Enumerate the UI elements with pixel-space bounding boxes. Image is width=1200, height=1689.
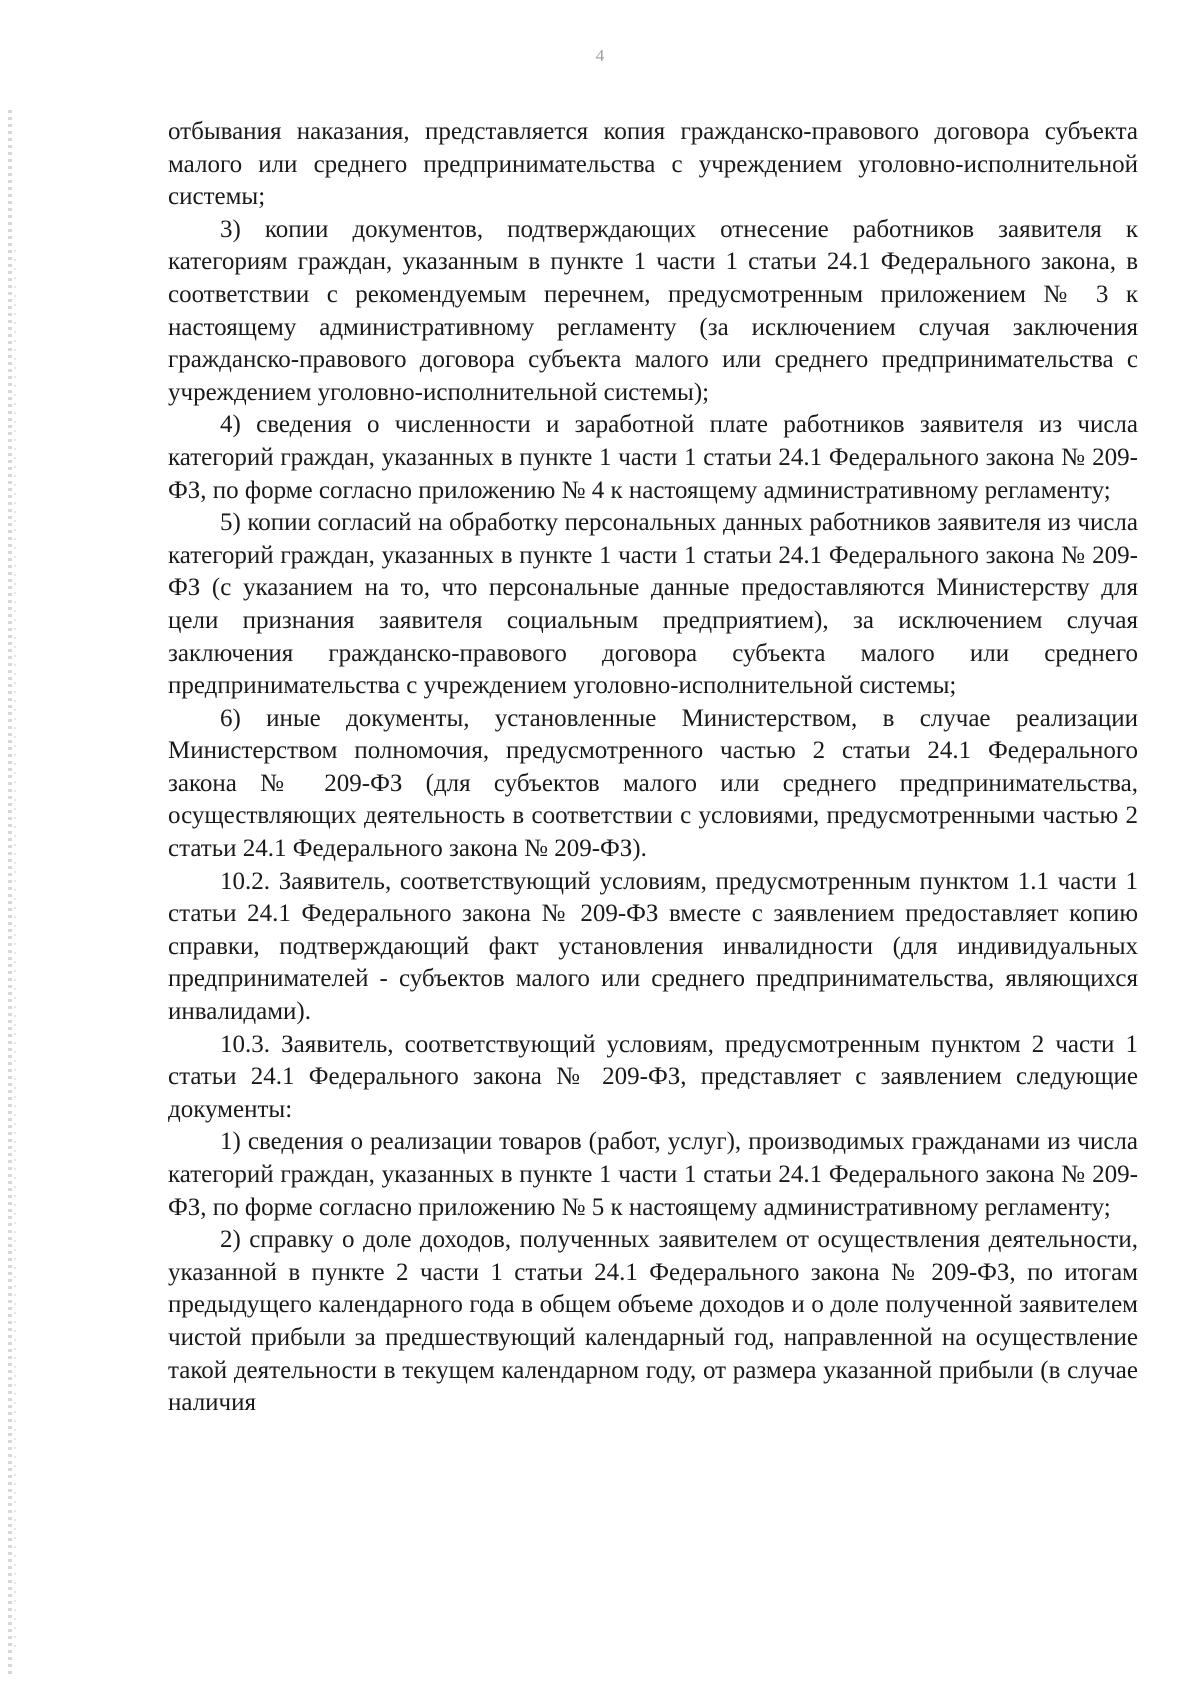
clause-10-3-item-2: 2) справку о доле доходов, полученных заявителем от осуществления деятельности, указанной в пункте 2 части 1 статьи 24.1 Федерального закона № 209-ФЗ, по итогам предыдущего календарного года в общем объеме доходов и о доле полученной заявителем чистой прибыли за предшествующий календарный год, направленной на осуществление такой деятельности в текущем календарном году, от размера указанной прибыли (в случае наличия [168,1226,1138,1417]
list-item-3: 3) копии документов, подтверждающих отнесение работников заявителя к категориям граждан, указанным в пункте 1 части 1 статьи 24.1 Федерального закона, в соответствии с рекомендуемым перечнем, предусмотренным приложением № 3 к настоящему административному регламенту (за исключением случая заключения гражданско-правового договора субъекта малого или среднего предпринимательства с учреждением уголовно-исполнительной системы); [168,215,1138,406]
clause-10-2: 10.2. Заявитель, соответствующий условиям, предусмотренным пунктом 1.1 части 1 статьи 24.1 Федерального закона № 209-ФЗ вместе с заявлением предоставляет копию справки, подтверждающий факт установления инвалидности (для индивидуальных предпринимателей - субъектов малого или среднего предпринимательства, являющихся инвалидами). [168,867,1138,1026]
list-item-4: 4) сведения о численности и заработной плате работников заявителя из числа категорий граждан, указанных в пункте 1 части 1 статьи 24.1 Федерального закона № 209-ФЗ, по форме согласно приложению № 4 к настоящему административному регламенту; [168,411,1138,504]
scan-edge-artifact-secondary [14,250,16,1650]
list-item-5: 5) копии согласий на обработку персональных данных работников заявителя из числа категорий граждан, указанных в пункте 1 части 1 статьи 24.1 Федерального закона № 209-ФЗ (с указанием на то, что персональные данные предоставляются Министерству для цели признания заявителя социальным предприятием), за исключением случая заключения гражданско-правового договора субъекта малого или среднего предпринимательства с учреждением уголовно-исполнительной системы; [168,509,1138,700]
page-number: 4 [595,46,605,65]
scan-edge-artifact [8,110,12,1675]
clause-10-3: 10.3. Заявитель, соответствующий условиям, предусмотренным пунктом 2 части 1 статьи 24.1 Федерального закона № 209-ФЗ, представляет с заявлением следующие документы: [168,1030,1138,1123]
list-item-6: 6) иные документы, установленные Министерством, в случае реализации Министерством полномочия, предусмотренного частью 2 статьи 24.1 Федерального закона № 209-ФЗ (для субъектов малого или среднего предпринимательства, осуществляющих деятельность в соответствии с условиями, предусмотренными частью 2 статьи 24.1 Федерального закона № 209-ФЗ). [168,704,1138,863]
clause-10-3-item-1: 1) сведения о реализации товаров (работ, услуг), производимых гражданами из числа категорий граждан, указанных в пункте 1 части 1 статьи 24.1 Федерального закона № 209-ФЗ, по форме согласно приложению № 5 к настоящему административному регламенту; [168,1128,1138,1221]
paragraph-continuation: отбывания наказания, представляется копия гражданско-правового договора субъекта малого или среднего предпринимательства с учреждением уголовно-исполнительной системы; [168,118,1138,211]
document-body [168,116,1138,1420]
